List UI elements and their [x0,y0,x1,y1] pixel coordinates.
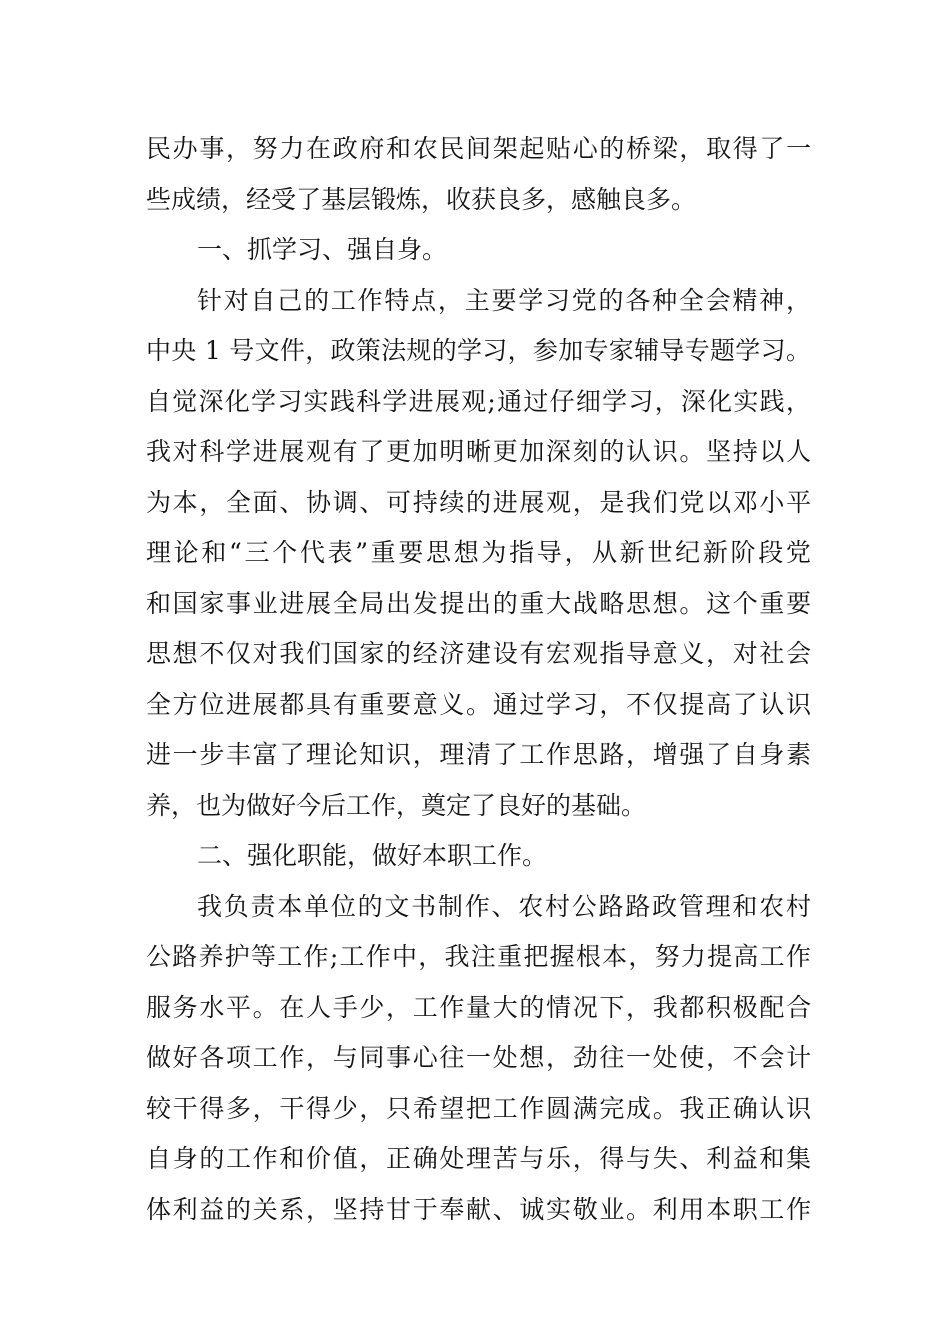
text-line: 中央 1 号文件，政策法规的学习，参加专家辅导专题学习。 [146,336,812,365]
text-line: 些成绩，经受了基层锻炼，收获良多，感触良多。 [146,184,697,214]
text-line: 较干得多，干得少，只希望把工作圆满完成。我正确认识 [146,1093,813,1123]
text-line: 一、抓学习、强自身。 [197,235,448,264]
text-line: 做好各项工作，与同事心往一处想，劲往一处使，不会计 [146,1043,813,1072]
text-line: 自觉深化学习实践科学进展观;通过仔细学习，深化实践， [146,386,813,416]
text-line: 公路养护等工作;工作中，我注重把握根本，努力提高工作 [146,942,813,971]
text-line: 全方位进展都具有重要意义。通过学习，不仅提高了认识 [146,689,813,719]
text-line: 自身的工作和价值，正确处理苦与乐，得与失、利益和集 [146,1144,813,1173]
text-line: 我对科学进展观有了更加明晰更加深刻的认识。坚持以人 [146,437,813,466]
text-line: 理论和“三个代表”重要思想为指导，从新世纪新阶段党 [146,538,814,567]
text-line: 养，也为做好今后工作，奠定了良好的基础。 [146,790,647,820]
text-line: 思想不仅对我们国家的经济建设有宏观指导意义，对社会 [146,639,813,668]
text-line: 针对自己的工作特点，主要学习党的各种全会精神， [197,285,813,315]
document-body [146,124,814,1235]
text-line: 民办事，努力在政府和农民间架起贴心的桥梁，取得了一 [146,134,813,163]
text-line: 我负责本单位的文书制作、农村公路路政管理和农村 [197,891,813,921]
text-line: 为本，全面、协调、可持续的进展观，是我们党以邓小平 [146,487,813,517]
text-line: 和国家事业进展全局出发提出的重大战略思想。这个重要 [146,588,813,618]
text-line: 体利益的关系，坚持甘于奉献、诚实敬业。利用本职工作 [146,1194,813,1224]
text-line: 服务水平。在人手少，工作量大的情况下，我都积极配合 [146,992,813,1022]
text-line: 进一步丰富了理论知识，理清了工作思路，增强了自身素 [146,740,813,769]
text-line: 二、强化职能，做好本职工作。 [197,841,548,870]
